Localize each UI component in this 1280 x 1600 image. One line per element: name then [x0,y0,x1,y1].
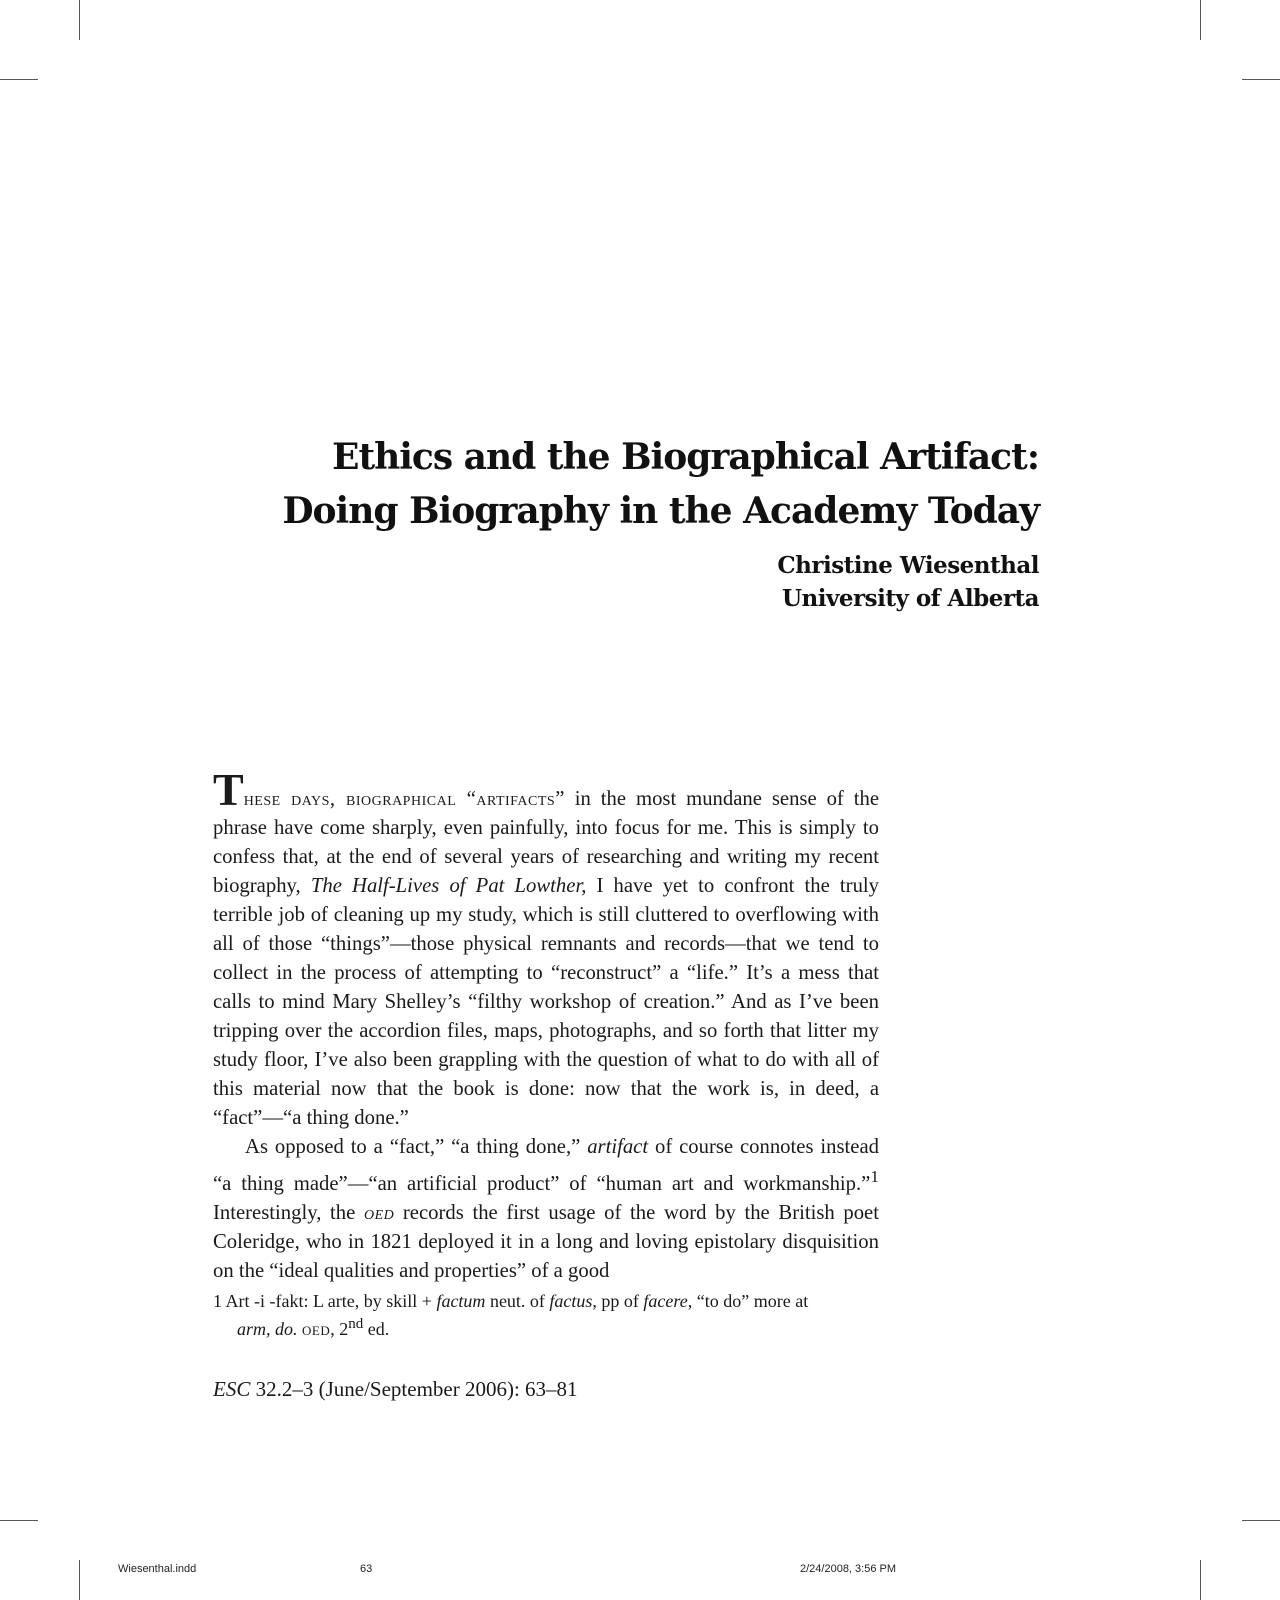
footnote-line-1 [213,1290,879,1313]
footnote-arm-do: arm, do. [237,1319,298,1339]
drop-cap: T [213,764,244,815]
footnote-reference[interactable]: 1 [870,1167,879,1186]
journal-name: ESC [213,1377,251,1401]
crop-mark-left-top [0,79,38,80]
slug-filename: Wiesenthal.indd [118,1563,197,1575]
paragraph-2-text-a: As opposed to a “fact,” “a thing done,” [245,1136,588,1158]
title-line-2: Doing Biography in the Academy Today [282,490,1039,532]
citation-details: 32.2–3 (June/September 2006): 63–81 [250,1377,578,1401]
paragraph-2-text-d: records the first usage of the word by the British poet Coleridge, who in 1821 deployed it in a long and loving epistolary disquisition on the “ideal qualities and properties” of a good [213,1201,879,1282]
crop-mark-right-top [1242,79,1280,80]
footnote-1 [213,1290,879,1341]
author-name: Christine Wiesenthal [777,552,1039,579]
footnote-text-e: , 2 [330,1319,349,1339]
opening-small-caps: hese days, biographical “artifacts” [243,788,565,810]
paragraph-1 [213,764,879,1133]
paragraph-2-text-c: Interestingly, the [213,1201,364,1224]
footnote-text-c: , pp of [592,1291,644,1311]
footnote-oed: oed [302,1319,331,1339]
footnote-text-b: neut. of [485,1291,550,1311]
title-line-1: Ethics and the Biographical Artifact: [332,436,1039,478]
crop-mark-top-right [1200,0,1201,40]
italic-artifact: artifact [587,1136,649,1158]
slug-datetime: 2/24/2008, 3:56 PM [800,1563,897,1575]
paragraph-1-text-a: in the most mundane sense of the phrase have come sharply, even painfully, into focus for me. This is simply to confess that, at the end of several years of researching and writing my recent biography, [213,788,879,897]
footnote-factus: factus [549,1291,593,1311]
crop-mark-bottom-left [79,1560,80,1600]
crop-mark-bottom-right [1200,1560,1201,1600]
footnote-factum: factum [436,1291,486,1311]
footnote-superscript-nd: nd [348,1316,364,1332]
paragraph-1-text-b: I have yet to confront the truly terrible job of cleaning up my study, which is still cluttered to overflowing with all of those “things”—those physical remnants and records—that we tend to collect in the process of attempting to “reconstruct” a “life.” It’s a mess that calls to mind Mary Shelley’s “filthy workshop of creation.” And as I’ve been tripping over the accordion files, maps, photographs, and so forth that litter my study floor, I’ve also been grappling with the question of what to do with all of this material now that the book is done: now that the work is, in deed, a “fact”—“a thing done.” [213,875,879,1129]
author-block [777,549,1039,615]
crop-mark-left-bottom [0,1520,38,1521]
footnote-text-f: ed. [363,1319,390,1339]
book-title: The Half-Lives of Pat Lowther, [310,875,587,897]
article-body [213,764,879,1286]
paragraph-2-text-b: of course connotes instead “a thing made”—“an artificial product” of “human art and workmanship.” [213,1136,879,1195]
footnote-text-d: , “to do” more at [687,1291,809,1311]
paragraph-2 [213,1133,879,1286]
author-affiliation: University of Alberta [782,585,1039,612]
footnote-line-2 [213,1313,879,1341]
slug-page-number: 63 [360,1563,373,1575]
article-title [282,430,1039,538]
oed-abbrev: oed [363,1201,395,1224]
footnote-facere: facere [643,1291,688,1311]
footnote-text-a: Art -i -fakt: L arte, by skill + [222,1291,437,1311]
crop-mark-top-left [79,0,80,40]
footnote-number: 1 [213,1291,222,1311]
crop-mark-right-bottom [1242,1520,1280,1521]
journal-citation [213,1377,578,1402]
